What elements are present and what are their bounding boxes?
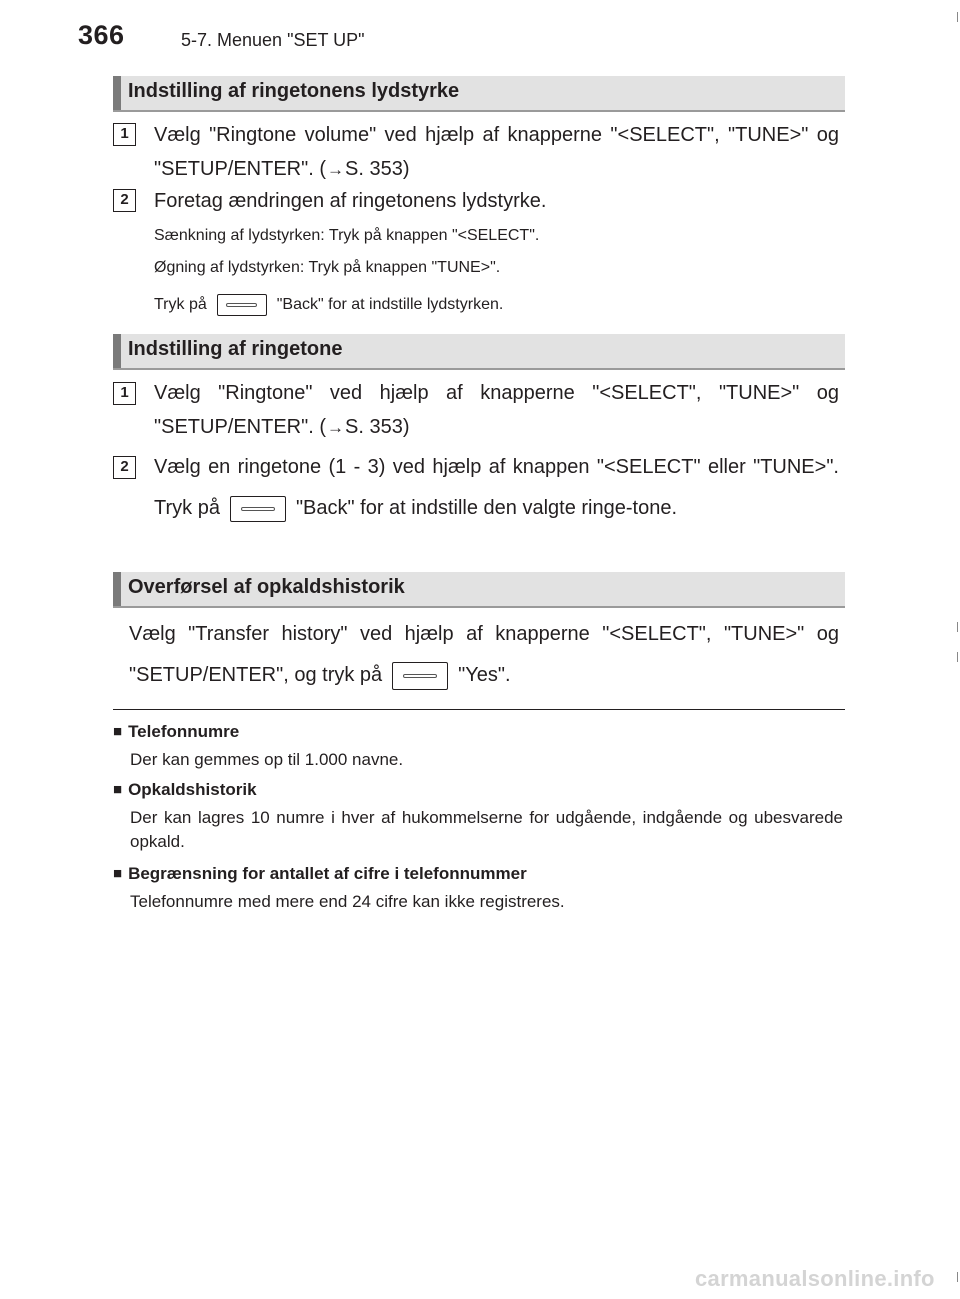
square-bullet-icon: ■ <box>113 865 123 882</box>
section-title: Indstilling af ringetone <box>128 338 343 360</box>
note-body: Der kan gemmes op til 1.000 navne. <box>130 750 404 769</box>
section-divider <box>113 709 845 710</box>
note-body: Telefonnumre med mere end 24 cifre kan ikke registreres. <box>130 892 565 911</box>
note-digit-limit <box>113 862 843 914</box>
back-note <box>154 293 839 317</box>
section-bar <box>113 334 121 368</box>
back-note-before: Tryk på <box>154 296 207 313</box>
back-key-icon <box>230 496 286 522</box>
note-phone-numbers <box>113 720 843 772</box>
step-text-part: Vælg "Ringtone volume" ved hjælp af knapperne "<SELECT", "TUNE>" og "SETUP/ENTER". ( <box>154 124 839 180</box>
page-reference: S. 353) <box>345 158 410 180</box>
step-number: 1 <box>113 382 136 405</box>
note-call-history <box>113 778 843 854</box>
yes-key-icon <box>392 662 448 690</box>
section-header-ringtone <box>113 334 845 370</box>
section-title: Overførsel af opkaldshistorik <box>128 576 405 598</box>
key-mark <box>226 303 257 307</box>
crop-mark-middle-1 <box>957 622 958 632</box>
step-text <box>154 447 839 529</box>
note-heading <box>113 778 843 802</box>
sub-note: Sænkning af lydstyrken: Tryk på knappen "<SELECT". <box>154 227 540 244</box>
section-bar <box>113 572 121 606</box>
transfer-text-part: Vælg "Transfer history" ved hjælp af knapperne "<SELECT", "TUNE>" og "SETUP/ENTER", og tryk på <box>129 623 839 686</box>
step-text-part: "Back" for at indstille den valgte ringe-tone. <box>295 497 678 519</box>
step-text-part: Vælg en ringetone (1 - 3) ved hjælp af knappen "<SELECT" eller "TUNE>". Tryk på <box>154 456 839 519</box>
note-title: Telefonnumre <box>128 722 240 741</box>
step-number: 2 <box>113 456 136 479</box>
watermark: carmanualsonline.info <box>695 1266 935 1291</box>
step-text-part: Vælg "Ringtone" ved hjælp af knapperne "<SELECT", "TUNE>" og "SETUP/ENTER". ( <box>154 382 839 438</box>
crop-mark-top <box>957 12 958 22</box>
arrow-right-icon: → <box>327 160 344 179</box>
step-text <box>154 118 839 187</box>
note-heading <box>113 720 843 744</box>
note-body: Der kan lagres 10 numre i hver af hukommelserne for udgående, indgående og ubesvarede opkald. <box>130 808 843 851</box>
section-title: Indstilling af ringetonens lydstyrke <box>128 80 460 102</box>
note-title: Opkaldshistorik <box>128 780 257 799</box>
square-bullet-icon: ■ <box>113 723 123 740</box>
transfer-text <box>129 614 839 696</box>
back-note-after: "Back" for at indstille lydstyrken. <box>276 296 504 313</box>
section-header-transfer-history <box>113 572 845 608</box>
step-text <box>154 376 839 445</box>
transfer-text-part: "Yes". <box>458 664 511 686</box>
key-mark <box>241 507 276 511</box>
sub-note: Øgning af lydstyrken: Tryk på knappen "TUNE>". <box>154 259 501 276</box>
square-bullet-icon: ■ <box>113 781 123 798</box>
back-key-icon <box>217 294 267 316</box>
page-reference: S. 353) <box>345 416 410 438</box>
crop-mark-bottom <box>957 1272 958 1282</box>
section-header-ringtone-volume <box>113 76 845 112</box>
arrow-right-icon: → <box>327 418 344 437</box>
section-bar <box>113 76 121 110</box>
page-number: 366 <box>78 20 125 50</box>
crop-mark-middle-2 <box>957 652 958 662</box>
running-header: 5-7. Menuen "SET UP" <box>181 30 365 50</box>
key-mark <box>403 674 438 678</box>
note-title: Begrænsning for antallet af cifre i telefonnummer <box>128 864 527 883</box>
note-heading <box>113 862 843 886</box>
step-text: Foretag ændringen af ringetonens lydstyrke. <box>154 190 547 212</box>
step-number: 1 <box>113 123 136 146</box>
step-number: 2 <box>113 189 136 212</box>
